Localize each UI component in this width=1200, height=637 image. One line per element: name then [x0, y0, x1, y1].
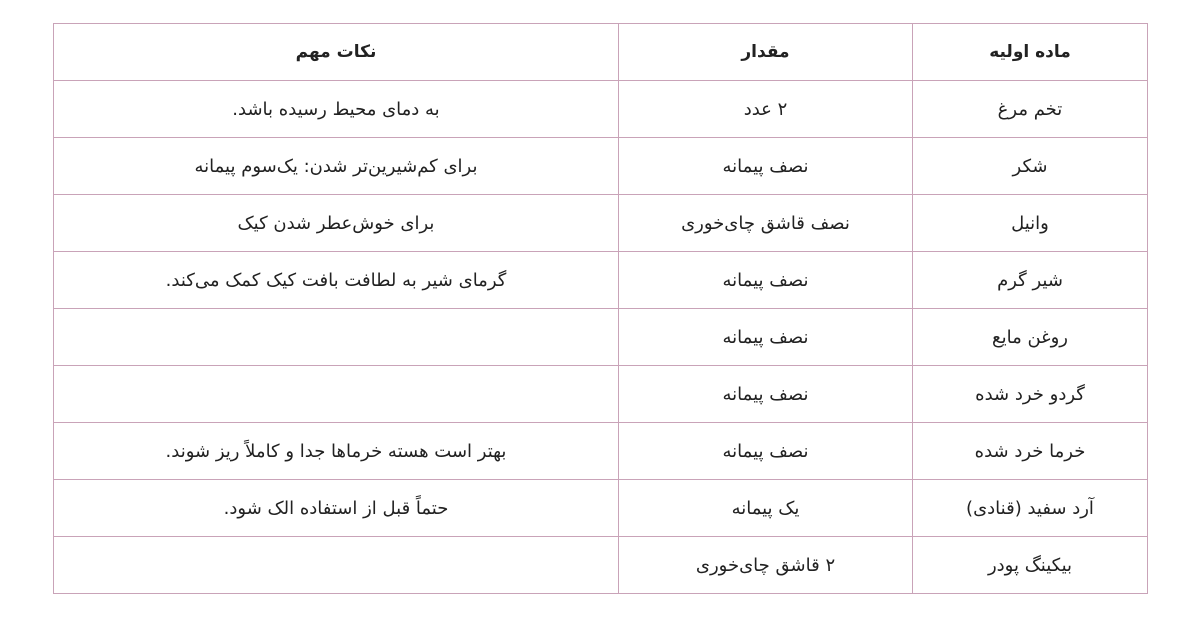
- table-header-row: [54, 24, 1148, 81]
- amount-cell: نصف پیمانه: [619, 423, 913, 480]
- ingredient-cell: گردو خرد شده: [913, 366, 1148, 423]
- header-amount: مقدار: [619, 24, 913, 81]
- amount-cell: نصف پیمانه: [619, 309, 913, 366]
- table-row: [54, 423, 1148, 480]
- notes-cell: [54, 537, 619, 594]
- ingredient-cell: تخم مرغ: [913, 81, 1148, 138]
- table-row: [54, 81, 1148, 138]
- amount-cell: ۲ عدد: [619, 81, 913, 138]
- ingredient-cell: آرد سفید (قنادی): [913, 480, 1148, 537]
- ingredients-table-container: [53, 23, 1147, 594]
- ingredient-cell: خرما خرد شده: [913, 423, 1148, 480]
- ingredient-cell: روغن مایع: [913, 309, 1148, 366]
- notes-cell: برای کم‌شیرین‌تر شدن: یک‌سوم پیمانه: [54, 138, 619, 195]
- notes-cell: بهتر است هسته خرماها جدا و کاملاً ریز شوند.: [54, 423, 619, 480]
- ingredient-cell: شیر گرم: [913, 252, 1148, 309]
- amount-cell: نصف پیمانه: [619, 138, 913, 195]
- notes-cell: حتماً قبل از استفاده الک شود.: [54, 480, 619, 537]
- notes-cell: [54, 366, 619, 423]
- amount-cell: نصف پیمانه: [619, 366, 913, 423]
- ingredient-cell: شکر: [913, 138, 1148, 195]
- table-row: [54, 138, 1148, 195]
- amount-cell: ۲ قاشق چای‌خوری: [619, 537, 913, 594]
- table-row: [54, 480, 1148, 537]
- table-row: [54, 309, 1148, 366]
- table-row: [54, 252, 1148, 309]
- table-row: [54, 537, 1148, 594]
- amount-cell: نصف پیمانه: [619, 252, 913, 309]
- ingredient-cell: بیکینگ پودر: [913, 537, 1148, 594]
- notes-cell: [54, 309, 619, 366]
- notes-cell: به دمای محیط رسیده باشد.: [54, 81, 619, 138]
- notes-cell: برای خوش‌عطر شدن کیک: [54, 195, 619, 252]
- header-ingredient: ماده اولیه: [913, 24, 1148, 81]
- ingredient-cell: وانیل: [913, 195, 1148, 252]
- notes-cell: گرمای شیر به لطافت بافت کیک کمک می‌کند.: [54, 252, 619, 309]
- ingredients-table: [53, 23, 1148, 594]
- header-notes: نکات مهم: [54, 24, 619, 81]
- table-row: [54, 366, 1148, 423]
- amount-cell: یک پیمانه: [619, 480, 913, 537]
- table-row: [54, 195, 1148, 252]
- amount-cell: نصف قاشق چای‌خوری: [619, 195, 913, 252]
